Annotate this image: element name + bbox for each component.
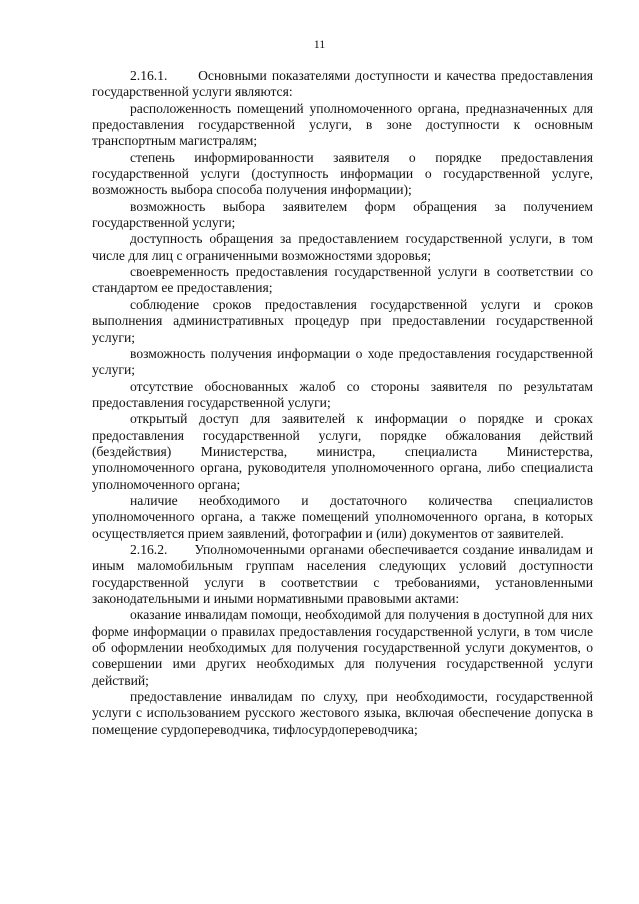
paragraph: возможность выбора заявителем форм обращения за получением государственной услуги; [92,198,593,231]
paragraph: 2.16.2. Уполномоченными органами обеспечивается создание инвалидам и иным маломобильным группам населения следующих условий доступности государственной услуги в соответствии с требованиями, установленными законодательными и иными нормативными правовыми актами: [92,541,593,606]
paragraph: возможность получения информации о ходе предоставления государственной услуги; [92,345,593,378]
paragraph: предоставление инвалидам по слуху, при необходимости, государственной услуги с использованием русского жестового языка, включая обеспечение допуска в помещение сурдопереводчика, тифлосурдопереводчика; [92,689,593,737]
body-text [92,68,593,738]
paragraph: соблюдение сроков предоставления государственной услуги и сроков выполнения административных процедур при предоставлении государственной услуги; [92,296,593,345]
paragraph: отсутствие обоснованных жалоб со стороны заявителя по результатам предоставления государственной услуги; [92,378,593,410]
page-number: 11 [313,37,326,51]
paragraph: доступность обращения за предоставлением государственной услуги, в том числе для лиц с ограниченными возможностями здоровья; [92,231,593,263]
paragraph: открытый доступ для заявителей к информации о порядке и сроках предоставления государственной услуги, порядке обжалования действий (бездействия) Министерства, министра, специалиста Министерства, уполномоченного органа, руководителя уполномоченного органа, либо специалиста уполномоченного органа; [92,411,593,492]
paragraph: наличие необходимого и достаточного количества специалистов уполномоченного органа, а также помещений уполномоченного органа, в которых осуществляется прием заявлений, фотографии и (или) документов от заявителей. [92,492,593,541]
paragraph: своевременность предоставления государственной услуги в соответствии со стандартом ее предоставления; [92,264,593,296]
paragraph: оказание инвалидам помощи, необходимой для получения в доступной для них форме информации о правилах предоставления государственной услуги, в том числе об оформлении необходимых для получения государственной услуги документов, о совершении ими других необходимых для получения государственной услуги действий; [92,607,593,688]
paragraph: степень информированности заявителя о порядке предоставления государственной услуги (доступность информации о государственной услуге, возможность выбора способа получения информации); [92,149,593,198]
paragraph: 2.16.1. Основными показателями доступности и качества предоставления государственной услуги являются: [92,68,593,100]
paragraph: расположенность помещений уполномоченного органа, предназначенных для предоставления государственной услуги, в зоне доступности к основным транспортным магистралям; [92,100,593,149]
